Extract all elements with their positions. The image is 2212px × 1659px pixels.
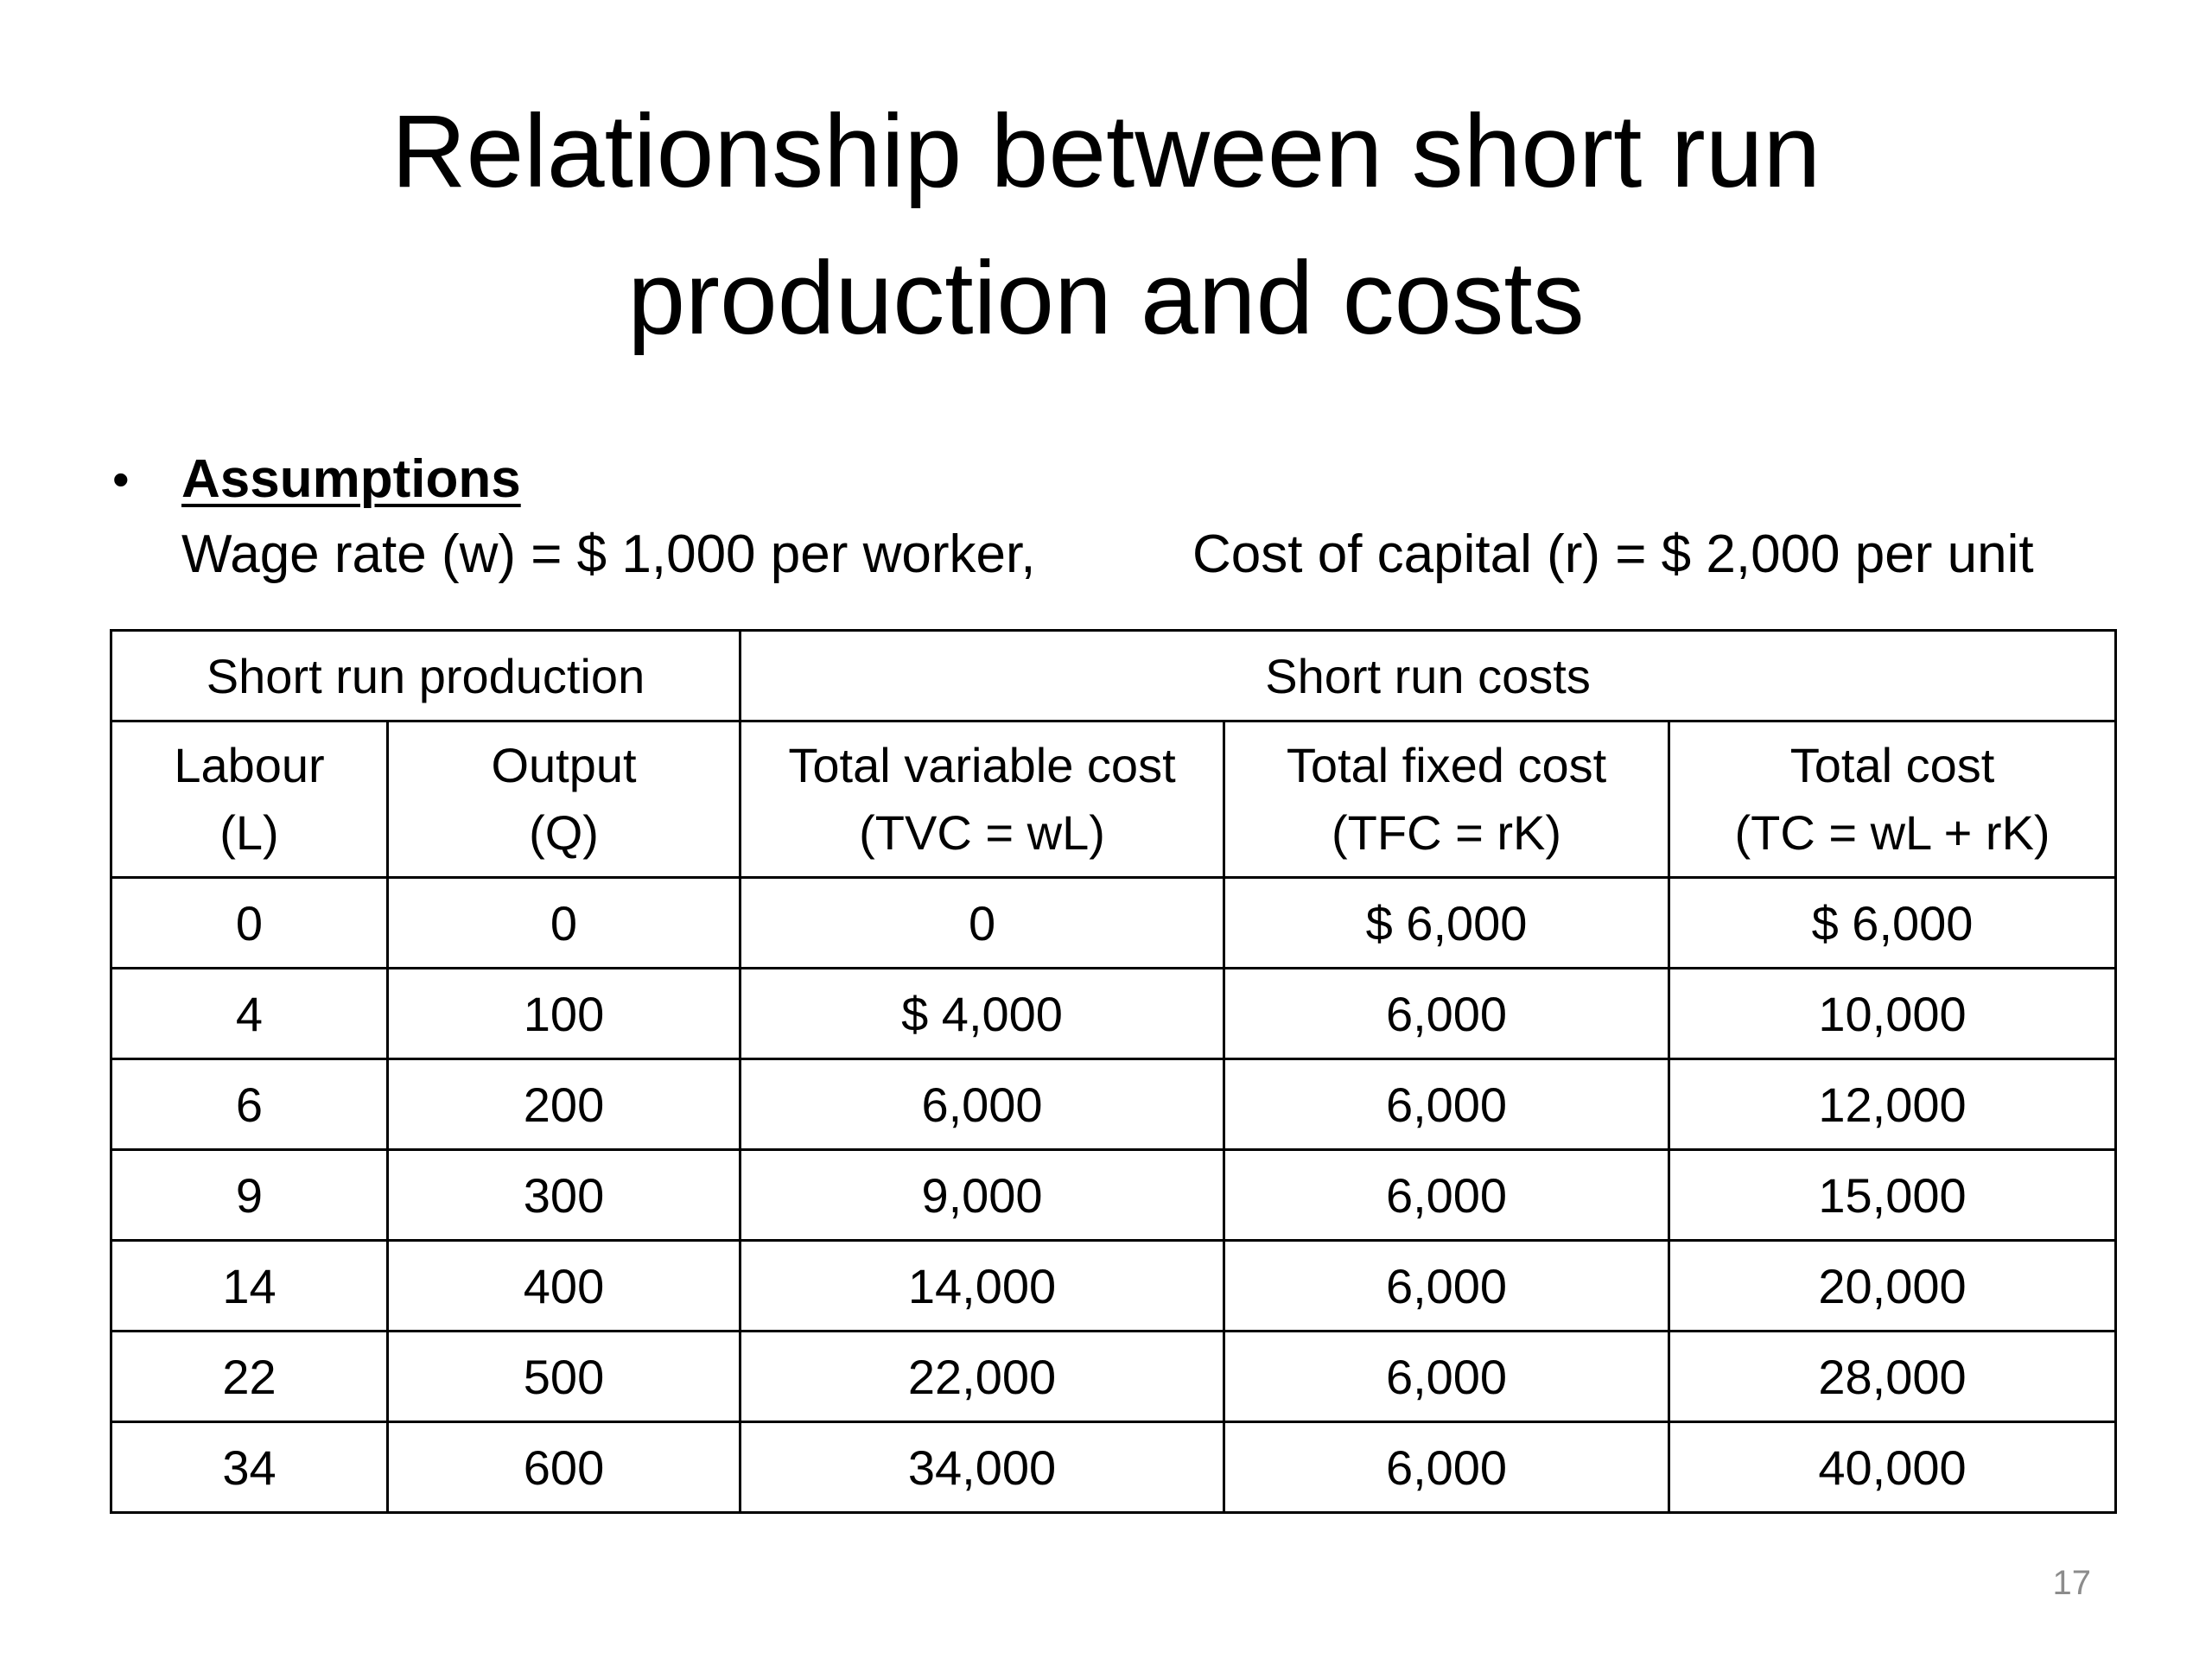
cell-output: 100 bbox=[388, 969, 741, 1059]
table-column-header-row bbox=[111, 721, 2116, 878]
cell-output: 300 bbox=[388, 1150, 741, 1241]
cell-tfc: 6,000 bbox=[1224, 1059, 1669, 1150]
column-header-tvc-line1: Total variable cost bbox=[788, 738, 1176, 792]
cell-tfc: $ 6,000 bbox=[1224, 878, 1669, 969]
cell-labour: 22 bbox=[111, 1332, 388, 1422]
cell-labour: 9 bbox=[111, 1150, 388, 1241]
cell-tvc: 22,000 bbox=[741, 1332, 1224, 1422]
cell-tvc: 14,000 bbox=[741, 1241, 1224, 1332]
table-row bbox=[111, 1241, 2116, 1332]
cell-tc: 28,000 bbox=[1669, 1332, 2116, 1422]
column-header-labour bbox=[111, 721, 388, 878]
table-row bbox=[111, 969, 2116, 1059]
cell-tvc: $ 4,000 bbox=[741, 969, 1224, 1059]
cell-tfc: 6,000 bbox=[1224, 1241, 1669, 1332]
cell-tfc: 6,000 bbox=[1224, 969, 1669, 1059]
cell-output: 0 bbox=[388, 878, 741, 969]
column-header-output-line1: Output bbox=[491, 738, 637, 792]
column-header-tvc-line2: (TVC = wL) bbox=[859, 805, 1105, 860]
cell-tvc: 6,000 bbox=[741, 1059, 1224, 1150]
cell-tc: 40,000 bbox=[1669, 1422, 2116, 1513]
cell-tfc: 6,000 bbox=[1224, 1150, 1669, 1241]
production-cost-table bbox=[110, 629, 2117, 1514]
slide-title bbox=[0, 78, 2212, 372]
table-row bbox=[111, 1059, 2116, 1150]
table-row bbox=[111, 1332, 2116, 1422]
column-header-tfc bbox=[1224, 721, 1669, 878]
column-header-output bbox=[388, 721, 741, 878]
group-header-costs: Short run costs bbox=[741, 631, 2116, 721]
column-header-tvc bbox=[741, 721, 1224, 878]
cell-tfc: 6,000 bbox=[1224, 1332, 1669, 1422]
cell-tc: 10,000 bbox=[1669, 969, 2116, 1059]
cell-labour: 34 bbox=[111, 1422, 388, 1513]
column-header-labour-line1: Labour bbox=[174, 738, 325, 792]
cell-tvc: 0 bbox=[741, 878, 1224, 969]
cell-tc: $ 6,000 bbox=[1669, 878, 2116, 969]
table-row bbox=[111, 1422, 2116, 1513]
bullet-icon: • bbox=[112, 452, 130, 506]
column-header-tc-line1: Total cost bbox=[1789, 738, 1995, 792]
assumptions-section bbox=[112, 441, 2126, 598]
table-row bbox=[111, 1150, 2116, 1241]
page-number: 17 bbox=[2052, 1564, 2091, 1602]
cell-output: 500 bbox=[388, 1332, 741, 1422]
group-header-production: Short run production bbox=[111, 631, 741, 721]
column-header-tfc-line1: Total fixed cost bbox=[1286, 738, 1607, 792]
table-row bbox=[111, 878, 2116, 969]
column-header-labour-line2: (L) bbox=[219, 805, 279, 860]
assumptions-heading: Assumptions bbox=[181, 449, 521, 509]
column-header-tc bbox=[1669, 721, 2116, 878]
cell-tc: 12,000 bbox=[1669, 1059, 2116, 1150]
cell-tc: 20,000 bbox=[1669, 1241, 2116, 1332]
cell-labour: 14 bbox=[111, 1241, 388, 1332]
cell-tfc: 6,000 bbox=[1224, 1422, 1669, 1513]
cell-labour: 6 bbox=[111, 1059, 388, 1150]
assumptions-bullet-row bbox=[112, 441, 2126, 518]
cost-of-capital-text: Cost of capital (r) = $ 2,000 per unit bbox=[1192, 524, 2034, 584]
column-header-tc-line2: (TC = wL + rK) bbox=[1734, 805, 2050, 860]
column-header-output-line2: (Q) bbox=[529, 805, 599, 860]
cell-tc: 15,000 bbox=[1669, 1150, 2116, 1241]
slide-title-line-2: production and costs bbox=[627, 240, 1585, 356]
column-header-tfc-line2: (TFC = rK) bbox=[1332, 805, 1561, 860]
slide-title-line-1: Relationship between short run bbox=[391, 93, 1821, 209]
cell-output: 600 bbox=[388, 1422, 741, 1513]
cell-tvc: 34,000 bbox=[741, 1422, 1224, 1513]
cell-tvc: 9,000 bbox=[741, 1150, 1224, 1241]
assumptions-parameters bbox=[112, 512, 2126, 598]
cell-output: 400 bbox=[388, 1241, 741, 1332]
wage-rate-text: Wage rate (w) = $ 1,000 per worker, bbox=[181, 524, 1036, 584]
cell-output: 200 bbox=[388, 1059, 741, 1150]
cell-labour: 4 bbox=[111, 969, 388, 1059]
table-group-header-row bbox=[111, 631, 2116, 721]
cell-labour: 0 bbox=[111, 878, 388, 969]
